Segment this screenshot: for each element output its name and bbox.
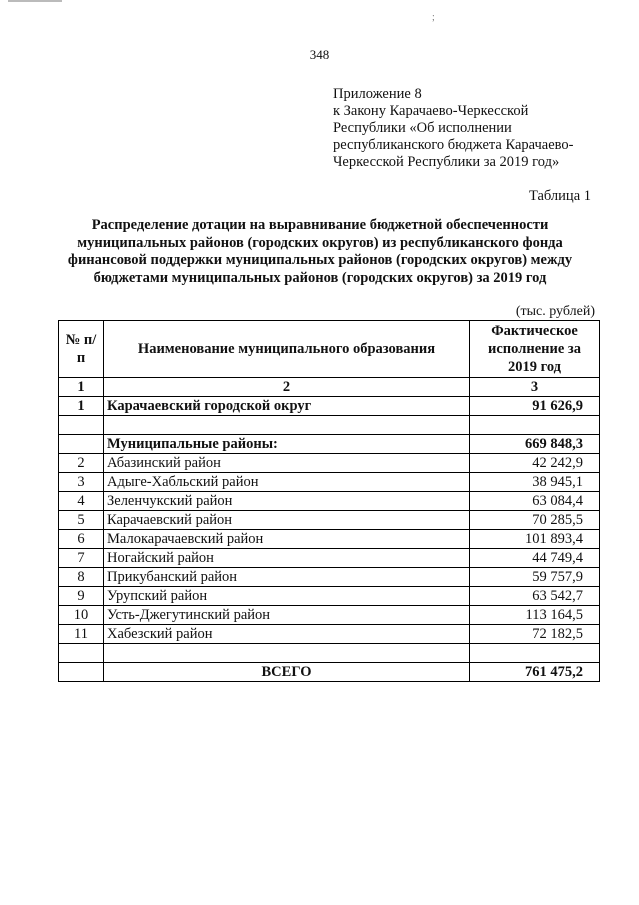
- title-line: муниципальных районов (городских округов) из республиканского фонда: [77, 234, 563, 251]
- units-label: (тыс. рублей): [515, 304, 595, 319]
- row-value: 63 084,4: [470, 492, 600, 511]
- row-name: Прикубанский район: [104, 568, 470, 587]
- row-number: 10: [59, 606, 104, 625]
- table-row: [59, 454, 600, 473]
- row-name: Карачаевский городской округ: [104, 397, 470, 416]
- row-value: 91 626,9: [470, 397, 600, 416]
- row-value: 101 893,4: [470, 530, 600, 549]
- row-name: Муниципальные районы:: [104, 435, 470, 454]
- scan-speck: ;: [432, 12, 435, 23]
- spacer-cell: [104, 644, 470, 663]
- row-name: Ногайский район: [104, 549, 470, 568]
- row-value: 59 757,9: [470, 568, 600, 587]
- row-number: 6: [59, 530, 104, 549]
- column-number: 1: [59, 378, 104, 397]
- header-number: № п/п: [59, 321, 104, 378]
- table-row: [59, 606, 600, 625]
- total-value: 761 475,2: [470, 663, 600, 682]
- table-row: [59, 549, 600, 568]
- row-number: 2: [59, 454, 104, 473]
- total-label: ВСЕГО: [104, 663, 470, 682]
- header-value: Фактическое исполнение за 2019 год: [470, 321, 600, 378]
- row-name: Урупский район: [104, 587, 470, 606]
- row-number: [59, 435, 104, 454]
- row-value: 70 285,5: [470, 511, 600, 530]
- spacer-cell: [470, 416, 600, 435]
- row-value: 113 164,5: [470, 606, 600, 625]
- row-value: 63 542,7: [470, 587, 600, 606]
- row-name: Малокарачаевский район: [104, 530, 470, 549]
- spacer-cell: [59, 416, 104, 435]
- appendix-line: Черкесской Республики за 2019 год»: [333, 154, 560, 170]
- row-name: Усть-Джегутинский район: [104, 606, 470, 625]
- row-number: 5: [59, 511, 104, 530]
- row-number: 9: [59, 587, 104, 606]
- title-line: бюджетами муниципальных районов (городских округов) за 2019 год: [93, 269, 547, 286]
- appendix-line: республиканского бюджета Карачаево-: [333, 137, 574, 153]
- row-number: 4: [59, 492, 104, 511]
- spacer-cell: [470, 644, 600, 663]
- row-number: 8: [59, 568, 104, 587]
- row-value: 669 848,3: [470, 435, 600, 454]
- row-value: 72 182,5: [470, 625, 600, 644]
- row-name: Адыге-Хабльский район: [104, 473, 470, 492]
- appendix-line: Республики «Об исполнении: [333, 120, 512, 136]
- table-row: [59, 625, 600, 644]
- header-name: Наименование муниципального образования: [104, 321, 470, 378]
- row-name: Карачаевский район: [104, 511, 470, 530]
- row-number: 3: [59, 473, 104, 492]
- table-row: [59, 587, 600, 606]
- table-row: [59, 492, 600, 511]
- title-line: финансовой поддержки муниципальных районов (городских округов) между: [67, 252, 573, 268]
- appendix-note: [333, 86, 623, 171]
- column-numbers-row: [59, 378, 600, 397]
- budget-table: [58, 320, 600, 682]
- title-line: Распределение дотации на выравнивание бюджетной обеспеченности: [91, 217, 549, 233]
- row-number: 11: [59, 625, 104, 644]
- row-name: Хабезский район: [104, 625, 470, 644]
- column-number: 3: [470, 378, 600, 397]
- table-row: [59, 511, 600, 530]
- document-title: [40, 217, 600, 287]
- table-header-row: [59, 321, 600, 378]
- row-number: 7: [59, 549, 104, 568]
- table-row-city: [59, 397, 600, 416]
- table-row: [59, 530, 600, 549]
- table-number: Таблица 1: [528, 188, 591, 204]
- table-row: [59, 473, 600, 492]
- row-name: Абазинский район: [104, 454, 470, 473]
- row-value: 42 242,9: [470, 454, 600, 473]
- spacer-cell: [59, 644, 104, 663]
- appendix-line: Приложение 8: [333, 86, 422, 102]
- row-number: 1: [59, 397, 104, 416]
- spacer-row: [59, 416, 600, 435]
- table-row-districts-total: [59, 435, 600, 454]
- row-value: 38 945,1: [470, 473, 600, 492]
- table-row: [59, 568, 600, 587]
- row-number: [59, 663, 104, 682]
- row-name: Зеленчукский район: [104, 492, 470, 511]
- table-row-total: [59, 663, 600, 682]
- spacer-row: [59, 644, 600, 663]
- row-value: 44 749,4: [470, 549, 600, 568]
- scan-edge-mark: [8, 0, 62, 2]
- spacer-cell: [104, 416, 470, 435]
- column-number: 2: [104, 378, 470, 397]
- page-number: 348: [309, 47, 330, 62]
- appendix-line: к Закону Карачаево-Черкесской: [333, 103, 529, 119]
